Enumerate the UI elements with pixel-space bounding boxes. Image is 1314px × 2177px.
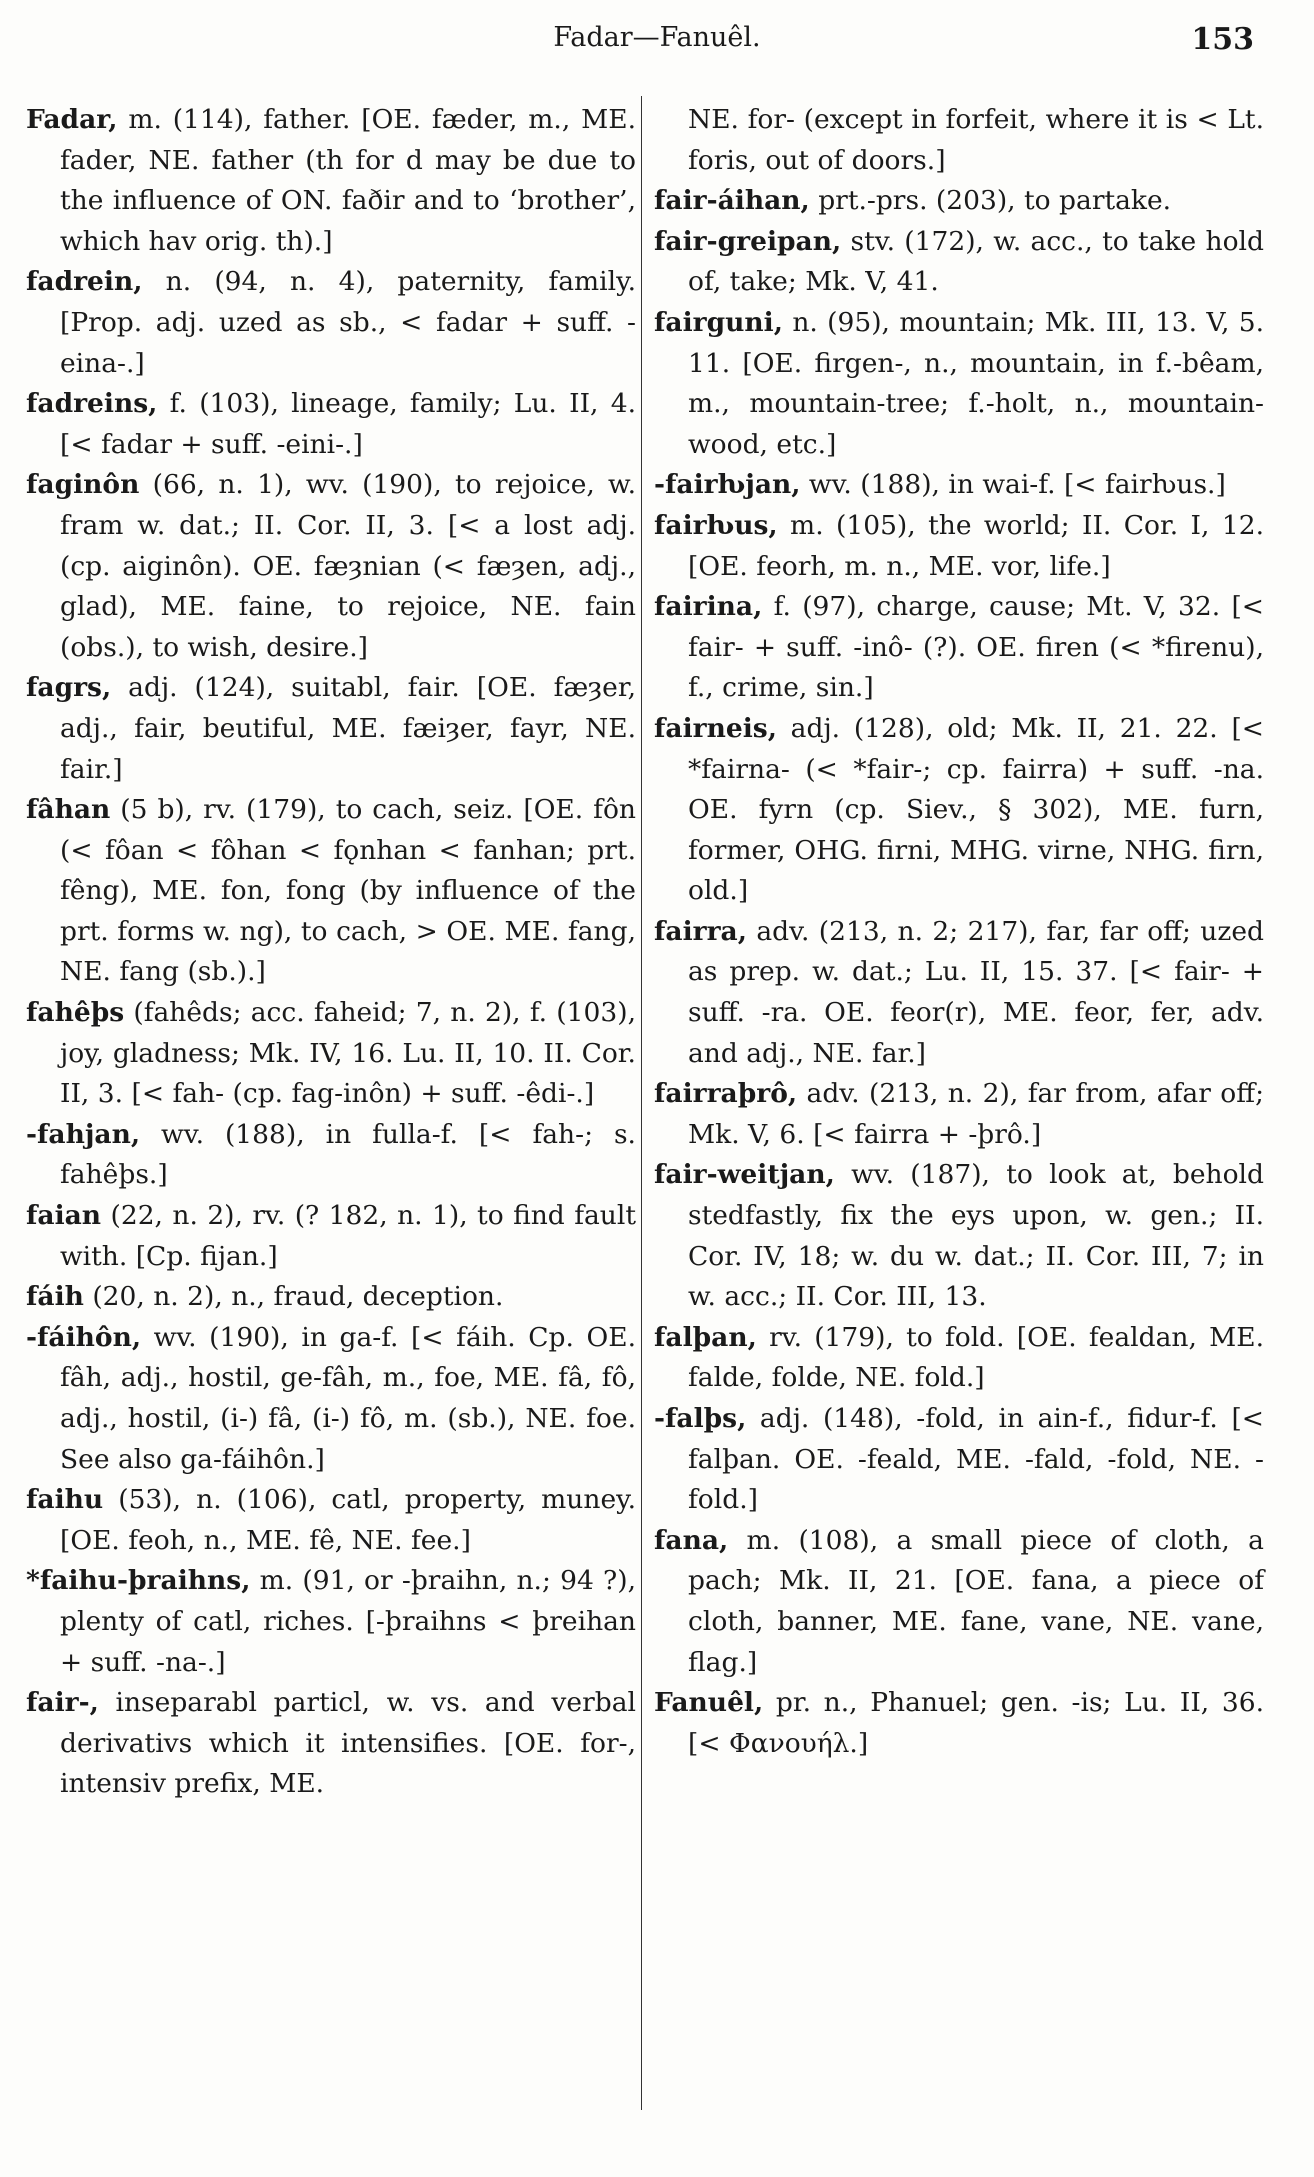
entry-body: (5 b), rv. (179), to cach, seiz. [OE. fôn (< fôan < fôhan < fǫnhan < fanhan; prt. fêng), ME. fon, fong (by influence of the prt. forms w. ng), to cach, > OE. ME. fang, NE. fang (sb.).]: [60, 794, 636, 988]
headword: fáih: [26, 1281, 84, 1313]
dictionary-entry: [26, 100, 636, 262]
headword: fahêþs: [26, 997, 125, 1029]
entry-body: wv. (187), to look at, behold stedfastly, fix the eys upon, w. gen.; II. Cor. IV, 18; w. du w. dat.; II. Cor. III, 7; in w. acc.; II. Cor. III, 13.: [688, 1159, 1264, 1313]
entry-body: rv. (179), to fold. [OE. fealdan, ME. falde, folde, NE. fold.]: [688, 1321, 1264, 1394]
entry-body: prt.-prs. (203), to partake.: [809, 185, 1172, 217]
dictionary-entry: [26, 1196, 636, 1277]
entry-body: NE. for- (except in forfeit, where it is < Lt. foris, out of doors.]: [688, 104, 1264, 176]
headword: fairƕus,: [654, 509, 778, 541]
dictionary-entry: [654, 303, 1264, 465]
entry-body: m. (105), the world; II. Cor. I, 12. [OE. feorh, m. n., ME. vor, life.]: [688, 509, 1264, 582]
dictionary-entry: [654, 587, 1264, 709]
entry-body: wv. (188), in wai-f. [< fairƕus.]: [800, 469, 1226, 501]
headword: faginôn: [26, 469, 140, 501]
dictionary-entry: [654, 1399, 1264, 1521]
dictionary-entry: [26, 262, 636, 384]
entry-body: wv. (190), in ga-f. [< fáih. Cp. OE. fâh, adj., hostil, ge-fâh, m., foe, ME. fâ, fô, adj., hostil, (i-) fâ, (i-) fô, m. (sb.), NE. foe. See also ga-fáihôn.]: [60, 1321, 636, 1475]
headword: -falþs,: [654, 1403, 747, 1434]
dictionary-entry: [654, 912, 1264, 1074]
entry-body: adv. (213, n. 2), far from, afar off; Mk. V, 6. [< fairra + -þrô.]: [688, 1078, 1264, 1150]
dictionary-entry: [26, 668, 636, 790]
dictionary-entry: [654, 709, 1264, 912]
entry-body: m. (114), father. [OE. fæder, m., ME. fader, NE. father (th for d may be due to the influence of ON. faðir and to ‘brother’, which hav orig. th).]: [60, 104, 636, 257]
left-column: [26, 100, 636, 1805]
headword: Fanuêl,: [654, 1687, 764, 1719]
dictionary-entry: [26, 1561, 636, 1683]
right-column: [654, 100, 1264, 1764]
headword: -fairƕjan,: [654, 469, 801, 501]
headword: fairra,: [654, 915, 747, 947]
running-head: Fadar—Fanuêl.: [553, 22, 761, 53]
column-divider: [641, 96, 642, 2110]
dictionary-entry: [26, 465, 636, 668]
headword: falþan,: [654, 1321, 757, 1353]
entry-body: (fahêds; acc. faheid; 7, n. 2), f. (103), joy, gladness; Mk. IV, 16. Lu. II, 10. II. Cor. II, 3. [< fah- (cp. fag-inôn) + suff. -êdi-.]: [60, 997, 636, 1110]
entry-body: n. (94, n. 4), paternity, family. [Prop. adj. uzed as sb., < fadar + suff. -eina-.]: [60, 266, 636, 379]
headword: -fahjan,: [26, 1118, 141, 1150]
dictionary-entry: [26, 1277, 636, 1318]
entry-body: m. (108), a small piece of cloth, a pach; Mk. II, 21. [OE. fana, a piece of cloth, banner, ME. fane, vane, NE. vane, flag.]: [688, 1524, 1264, 1678]
headword: fairneis,: [654, 712, 777, 744]
headword: -fáihôn,: [26, 1321, 142, 1353]
headword: faihu: [26, 1484, 104, 1516]
entry-body: adj. (124), suitabl, fair. [OE. fæȝer, adj., fair, beutiful, ME. fæiȝer, fayr, NE. fair.]: [60, 672, 636, 785]
dictionary-entry: [26, 1683, 636, 1805]
dictionary-entry: [26, 384, 636, 465]
headword: fairina,: [654, 591, 763, 623]
dictionary-entry-continuation: [654, 100, 1264, 181]
headword: fadreins,: [26, 388, 158, 420]
entry-body: n. (95), mountain; Mk. III, 13. V, 5. 11. [OE. firgen-, n., mountain, in f.-bêam, m., mountain-tree; f.-holt, n., mountain-wood, etc.]: [688, 306, 1264, 460]
headword: fana,: [654, 1524, 729, 1556]
dictionary-entry: [26, 993, 636, 1115]
entry-body: m. (91, or -þraihn, n.; 94 ?), plenty of catl, riches. [-þraihns < þreihan + suff. -na-.]: [60, 1565, 636, 1678]
entry-body: pr. n., Phanuel; gen. -is; Lu. II, 36. [< Φανουήλ.]: [688, 1687, 1264, 1759]
dictionary-entry: [654, 1155, 1264, 1317]
headword: Fadar,: [26, 104, 118, 135]
entry-body: adj. (128), old; Mk. II, 21. 22. [< *fairna- (< *fair-; cp. fairra) + suff. -na. OE. fyrn (cp. Siev., § 302), ME. furn, former, OHG. firni, MHG. virne, NHG. firn, old.]: [688, 712, 1264, 907]
headword: fair-greipan,: [654, 225, 842, 257]
entry-body: inseparabl particl, w. vs. and verbal derivativs which it intensifies. [OE. for-, intensiv prefix, ME.: [60, 1687, 636, 1800]
dictionary-entry: [654, 222, 1264, 303]
entry-body: stv. (172), w. acc., to take hold of, take; Mk. V, 41.: [688, 225, 1264, 298]
headword: fâhan: [26, 794, 111, 826]
headword: fairguni,: [654, 306, 783, 338]
entry-body: (66, n. 1), wv. (190), to rejoice, w. fram w. dat.; II. Cor. II, 3. [< a lost adj. (cp. aiginôn). OE. fæȝnian (< fæȝen, adj., glad), ME. faine, to rejoice, NE. fain (obs.), to wish, desire.]: [60, 469, 636, 663]
dictionary-entry: [654, 1074, 1264, 1155]
dictionary-entry: [654, 465, 1264, 506]
page-header: [0, 14, 1314, 64]
dictionary-entry: [654, 1683, 1264, 1764]
entry-body: wv. (188), in fulla-f. [< fah-; s. fahêþs.]: [60, 1118, 636, 1191]
entry-body: adv. (213, n. 2; 217), far, far off; uzed as prep. w. dat.; Lu. II, 15. 37. [< fair- + suff. -ra. OE. feor(r), ME. feor, fer, adv. and adj., NE. far.]: [688, 915, 1264, 1069]
entry-body: (22, n. 2), rv. (? 182, n. 1), to find fault with. [Cp. fijan.]: [60, 1200, 636, 1272]
page-number: 153: [1191, 22, 1254, 57]
headword: *faihu-þraihns,: [26, 1565, 251, 1597]
entry-body: f. (97), charge, cause; Mt. V, 32. [< fair- + suff. -inô- (?). OE. firen (< *firenu), f., crime, sin.]: [688, 591, 1264, 704]
entry-body: adj. (148), -fold, in ain-f., fidur-f. [< falþan. OE. -feald, ME. -fald, -fold, NE. -fold.]: [688, 1403, 1264, 1516]
entry-body: (20, n. 2), n., fraud, deception.: [83, 1281, 504, 1313]
dictionary-entry: [26, 1480, 636, 1561]
headword: fair-weitjan,: [654, 1159, 835, 1191]
dictionary-entry: [654, 506, 1264, 587]
dictionary-entry: [26, 1318, 636, 1480]
headword: fair-áihan,: [654, 185, 810, 217]
dictionary-entry: [654, 181, 1264, 222]
headword: fadrein,: [26, 266, 143, 298]
dictionary-entry: [26, 1115, 636, 1196]
dictionary-entry: [654, 1521, 1264, 1683]
headword: fagrs,: [26, 672, 112, 704]
entry-body: f. (103), lineage, family; Lu. II, 4. [< fadar + suff. -eini-.]: [60, 388, 636, 460]
headword: fair-,: [26, 1687, 99, 1719]
headword: faian: [26, 1200, 102, 1232]
headword: fairraþrô,: [654, 1078, 798, 1110]
entry-body: (53), n. (106), catl, property, muney. [OE. feoh, n., ME. fê, NE. fee.]: [60, 1484, 636, 1556]
dictionary-entry: [26, 790, 636, 993]
dictionary-entry: [654, 1318, 1264, 1399]
